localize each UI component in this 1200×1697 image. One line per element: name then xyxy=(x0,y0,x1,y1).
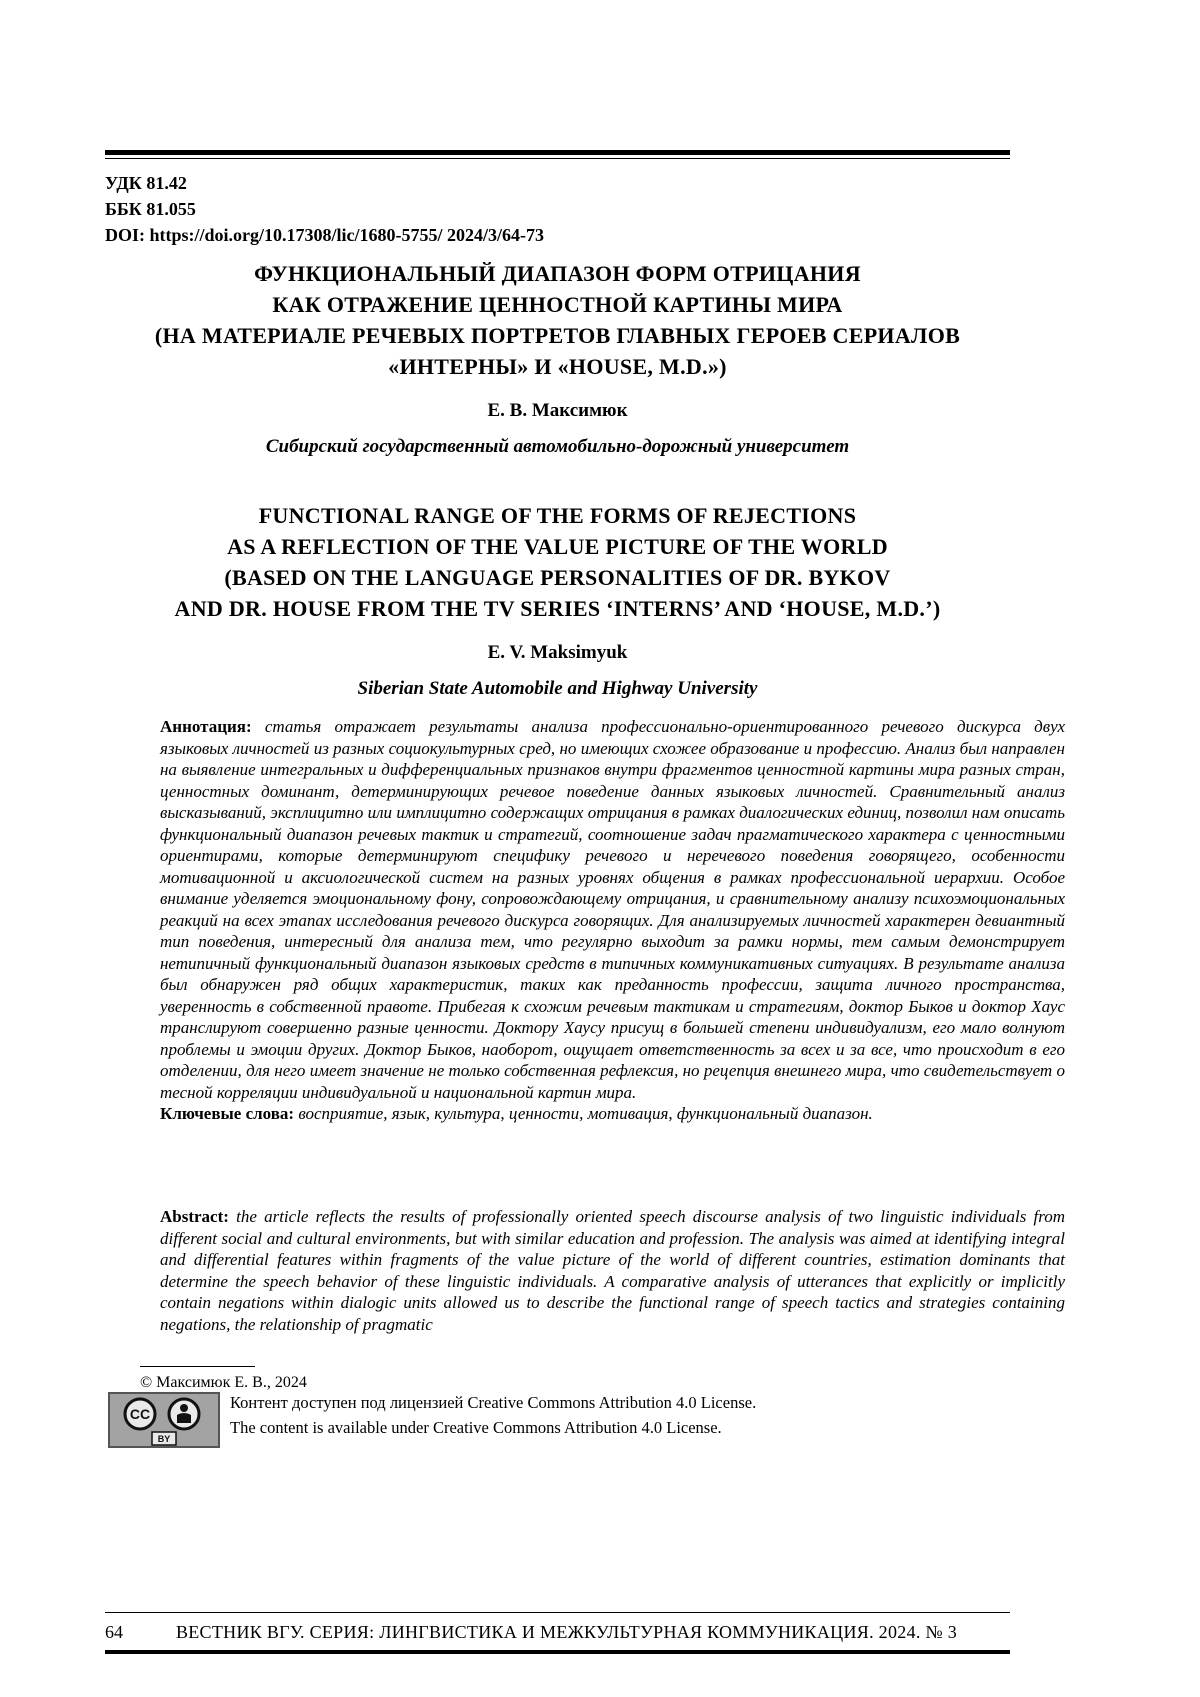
udk-code: УДК 81.42 xyxy=(105,173,187,193)
title-russian: ФУНКЦИОНАЛЬНЫЙ ДИАПАЗОН ФОРМ ОТРИЦАНИЯ КАК ОТРАЖЕНИЕ ЦЕННОСТНОЙ КАРТИНЫ МИРА (НА МАТЕРИАЛЕ РЕЧЕВЫХ ПОРТРЕТОВ ГЛАВНЫХ ГЕРОЕВ СЕРИАЛОВ «ИНТЕРНЫ» И «HOUSE, M.D.») xyxy=(154,261,961,379)
footer xyxy=(105,1622,1010,1643)
footer-rule-thick xyxy=(105,1650,1010,1654)
top-rule xyxy=(105,150,1010,159)
annotation-text: статья отражает результаты анализа профессионально-ориентированного речевого дискурса двух языковых личностей из разных социокультурных сред, но имеющих схожее образование и профессию. Анализ был направлен на выявление интегральных и дифференциальных признаков внутри фрагментов ценностной картины мира разных стран, ценностных доминант, детерминирующих речевое поведение данных языковых личностей. Сравнительный анализ высказываний, эксплицитно или имплицитно содержащих отрицания в рамках диалогических единиц, позволил нам описать функциональный диапазон речевых тактик и стратегий, соотношение задач прагматического характера с ценностными ориентирами, которые детерминируют специфику речевого и неречевого поведения говорящего, особенности мотивационной и аксиологической систем на разных уровнях общения в рамках профессиональной иерархии. Особое внимание уделяется эмоциональному фону, сопровождающему отрицания, и сравнительному анализу психоэмоциональных реакций на всех этапах исследования речевого дискурса говорящих. Для анализируемых личностей характерен девиантный тип поведения, интересный для анализа тем, что регулярно выходит за рамки нормы, тем самым демонстрирует нетипичный функциональный диапазон языковых средств в типичных коммуникативных ситуациях. В результате анализа был обнаружен ряд общих характеристик, таких как преданность профессии, защита личного пространства, уверенность в собственной правоте. Прибегая к схожим речевым тактикам и стратегиям, доктор Быков и доктор Хаус транслируют совершенно разные ценности. Доктору Хаусу присущ в большей степени индивидуализм, его мало волнуют проблемы и эмоции других. Доктор Быков, наоборот, ощущает ответственность за всех и за все, что происходит в его отделении, для него имеет значение не только собственная рефлексия, но рецепция внешнего мира, что свидетельствует о тесной корреляции индивидуальной и национальной картин мира. xyxy=(160,717,1066,1102)
svg-text:BY: BY xyxy=(157,1434,171,1444)
copyright-line: © Максимюк Е. В., 2024 xyxy=(140,1374,307,1391)
license-text xyxy=(230,1390,1010,1440)
license-line-en: The content is available under Creative Commons Attribution 4.0 License. xyxy=(230,1418,722,1437)
annotation-block xyxy=(105,716,1117,1125)
footnote-rule xyxy=(140,1366,255,1367)
keywords-label: Ключевые слова: xyxy=(160,1104,295,1123)
license-block xyxy=(105,1390,1010,1444)
affiliation-russian: Сибирский государственный автомобильно-дорожный университет xyxy=(265,436,850,457)
author-russian: Е. В. Максимюк xyxy=(487,400,628,421)
abstract-text: the article reflects the results of professionally oriented speech discourse analysis of two linguistic individuals from different social and cultural environments, but with similar education and profession. The analysis was aimed at identifying integral and differential features within fragments of the value picture of the world of different countries, estimation dominants that determine the speech behavior of these linguistic individuals. A comparative analysis of utterances that explicitly or implicitly contain negations within dialogic units allowed us to describe the functional range of speech tactics and strategies containing negations, the relationship of pragmatic xyxy=(160,1207,1065,1334)
annotation-label: Аннотация: xyxy=(160,717,252,736)
keywords-line xyxy=(160,1103,1065,1125)
annotation-paragraph xyxy=(160,716,1065,1103)
license-line-ru: Контент доступен под лицензией Creative Commons Attribution 4.0 License. xyxy=(230,1393,757,1412)
svg-text:CC: CC xyxy=(129,1406,151,1422)
abstract-block xyxy=(105,1206,1117,1335)
top-rule-thin xyxy=(105,158,1010,159)
title-english: FUNCTIONAL RANGE OF THE FORMS OF REJECTIONS AS A REFLECTION OF THE VALUE PICTURE OF THE WORLD (BASED ON THE LANGUAGE PERSONALITIES OF DR. BYKOV AND DR. HOUSE FROM THE TV SERIES ‘INTERNS’ AND ‘HOUSE, M.D.’) xyxy=(174,503,941,621)
affiliation-english: Siberian State Automobile and Highway University xyxy=(357,678,758,699)
article-meta xyxy=(105,170,1010,248)
keywords-text: восприятие, язык, культура, ценности, мотивация, функциональный диапазон. xyxy=(298,1104,873,1123)
abstract-label: Abstract: xyxy=(160,1207,229,1226)
page-number: 64 xyxy=(105,1622,123,1642)
bbk-code: ББК 81.055 xyxy=(105,199,196,219)
footer-rule-thin xyxy=(105,1612,1010,1613)
doi-line: DOI: https://doi.org/10.17308/lic/1680-5755/ 2024/3/64-73 xyxy=(105,225,544,245)
author-english: E. V. Maksimyuk xyxy=(487,642,628,663)
cc-by-badge-icon xyxy=(108,1392,220,1448)
journal-title: ВЕСТНИК ВГУ. СЕРИЯ: ЛИНГВИСТИКА И МЕЖКУЛЬТУРНАЯ КОММУНИКАЦИЯ. 2024. № 3 xyxy=(175,1622,958,1642)
